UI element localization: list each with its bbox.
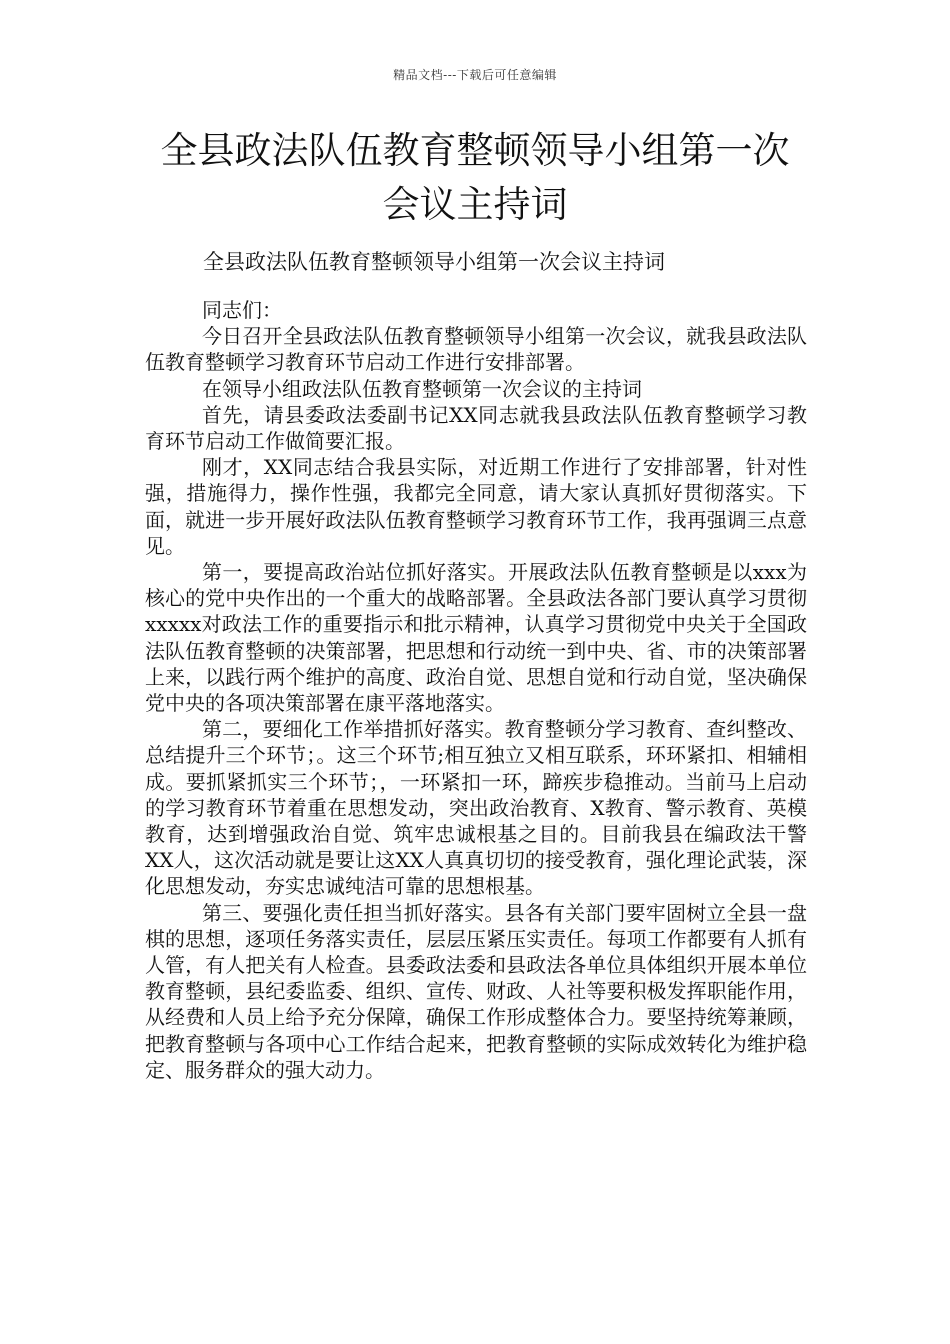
document-subtitle: 全县政法队伍教育整顿领导小组第一次会议主持词 xyxy=(203,250,665,274)
paragraph-point-three: 第三、要强化责任担当抓好落实。县各有关部门要牢固树立全县一盘棋的思想，逐项任务落实责任，层层压紧压实责任。每项工作都要有人抓有人管，有人把关有人检查。县委政法委和县政法各单位具体组织开展本单位教育整顿，县纪委监委、组织、宣传、财政、人社等要积极发挥职能作用，从经费和人员上给予充分保障，确保工作形成整体合力。要坚持统筹兼顾，把教育整顿与各项中心工作结合起来，把教育整顿的实际成效转化为维护稳定、服务群众的强大动力。 xyxy=(145,900,807,1082)
document-title: 全县政法队伍教育整顿领导小组第一次会议主持词 xyxy=(160,129,790,226)
paragraph-point-two: 第二，要细化工作举措抓好落实。教育整顿分学习教育、查纠整改、总结提升三个环节；。这三个环节;相互独立又相互联系，环环紧扣、相辅相成。要抓紧抓实三个环节；，一环紧扣一环，蹄疾步稳推动。当前马上启动的学习教育环节着重在思想发动，突出政治教育、X教育、警示教育、英模教育，达到增强政治自觉、筑牢忠诚根基之目的。目前我县在编政法干警XX人，这次活动就是要让这XX人真真切切的接受教育，强化理论武装，深化思想发动，夯实忠诚纯洁可靠的思想根基。 xyxy=(145,717,807,899)
paragraph-report-request: 首先，请县委政法委副书记XX同志就我县政法队伍教育整顿学习教育环节启动工作做简要汇报。 xyxy=(145,402,807,454)
paragraph-point-one: 第一，要提高政治站位抓好落实。开展政法队伍教育整顿是以xxx为核心的党中央作出的一个重大的战略部署。全县政法各部门要认真学习贯彻xxxxx对政法工作的重要指示和批示精神，认真学习贯彻党中央关于全国政法队伍教育整顿的决策部署，把思想和行动统一到中央、省、市的决策部署上来，以践行两个维护的高度、政治自觉、思想自觉和行动自觉，坚决确保党中央的各项决策部署在康平落地落实。 xyxy=(145,560,807,716)
paragraph-opening: 今日召开全县政法队伍教育整顿领导小组第一次会议，就我县政法队伍教育整顿学习教育环节启动工作进行安排部署。 xyxy=(145,324,807,375)
paragraph-summary: 刚才，XX同志结合我县实际，对近期工作进行了安排部署，针对性强，措施得力，操作性强，我都完全同意，请大家认真抓好贯彻落实。下面，就进一步开展好政法队伍教育整顿学习教育环节工作，我再强调三点意见。 xyxy=(145,455,807,558)
header-note: 精品文档---下载后可任意编辑 xyxy=(393,68,557,82)
document-body xyxy=(145,297,807,1083)
paragraph-meeting-note: 在领导小组政法队伍教育整顿第一次会议的主持词 xyxy=(202,376,642,401)
paragraph-salutation: 同志们： xyxy=(202,298,282,322)
